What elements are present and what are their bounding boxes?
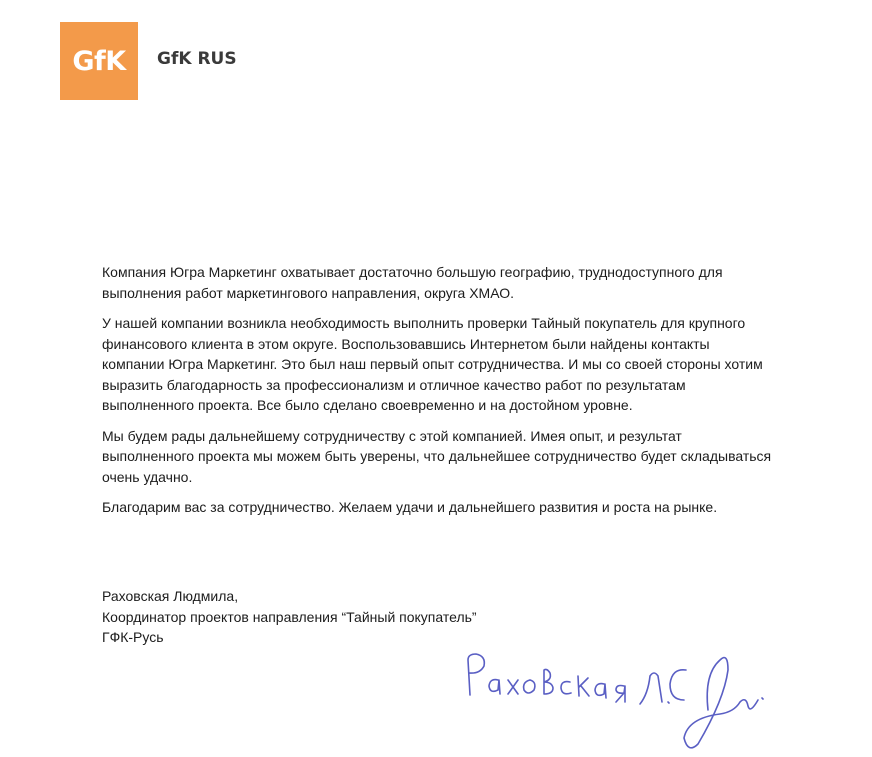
gfk-logo — [60, 22, 138, 100]
signer-position: Координатор проектов направления “Тайный покупатель” — [102, 608, 477, 625]
logo-text: GfK — [72, 45, 126, 77]
paragraph-1: Компания Югра Маркетинг охватывает достаточно большую географию, труднодоступного для выполнения работ маркетингового направления, округа ХМАО. — [102, 264, 723, 301]
handwritten-signature — [458, 640, 768, 757]
signer-name: Раховская Людмила, — [102, 588, 239, 604]
paragraph-2: У нашей компании возникла необходимость выполнить проверки Тайный покупатель для крупного финансового клиента в этом округе. Воспользовавшись Интернетом были найдены контакты компании Югра Маркетинг. Это был наш первый опыт сотрудничества. И мы со своей стороны хотим выразить благодарность за профессионализм и отличное качество работ по результатам выполненного проекта. Все было сделано своевременно и на достойном уровне. — [102, 315, 763, 413]
paragraph-4: Благодарим вас за сотрудничество. Желаем удачи и дальнейшего развития и роста на рынке. — [102, 499, 718, 515]
company-name: GfK RUS — [157, 49, 237, 69]
closing-block — [102, 586, 602, 648]
signature-drawing — [458, 640, 768, 752]
signer-organization: ГФК-Русь — [102, 629, 164, 645]
letter-body — [102, 262, 772, 528]
paragraph-3: Мы будем рады дальнейшему сотрудничеству с этой компанией. Имея опыт, и результат выполненного проекта мы можем быть уверены, что дальнейшее сотрудничество будет складываться очень удачно. — [102, 427, 772, 485]
